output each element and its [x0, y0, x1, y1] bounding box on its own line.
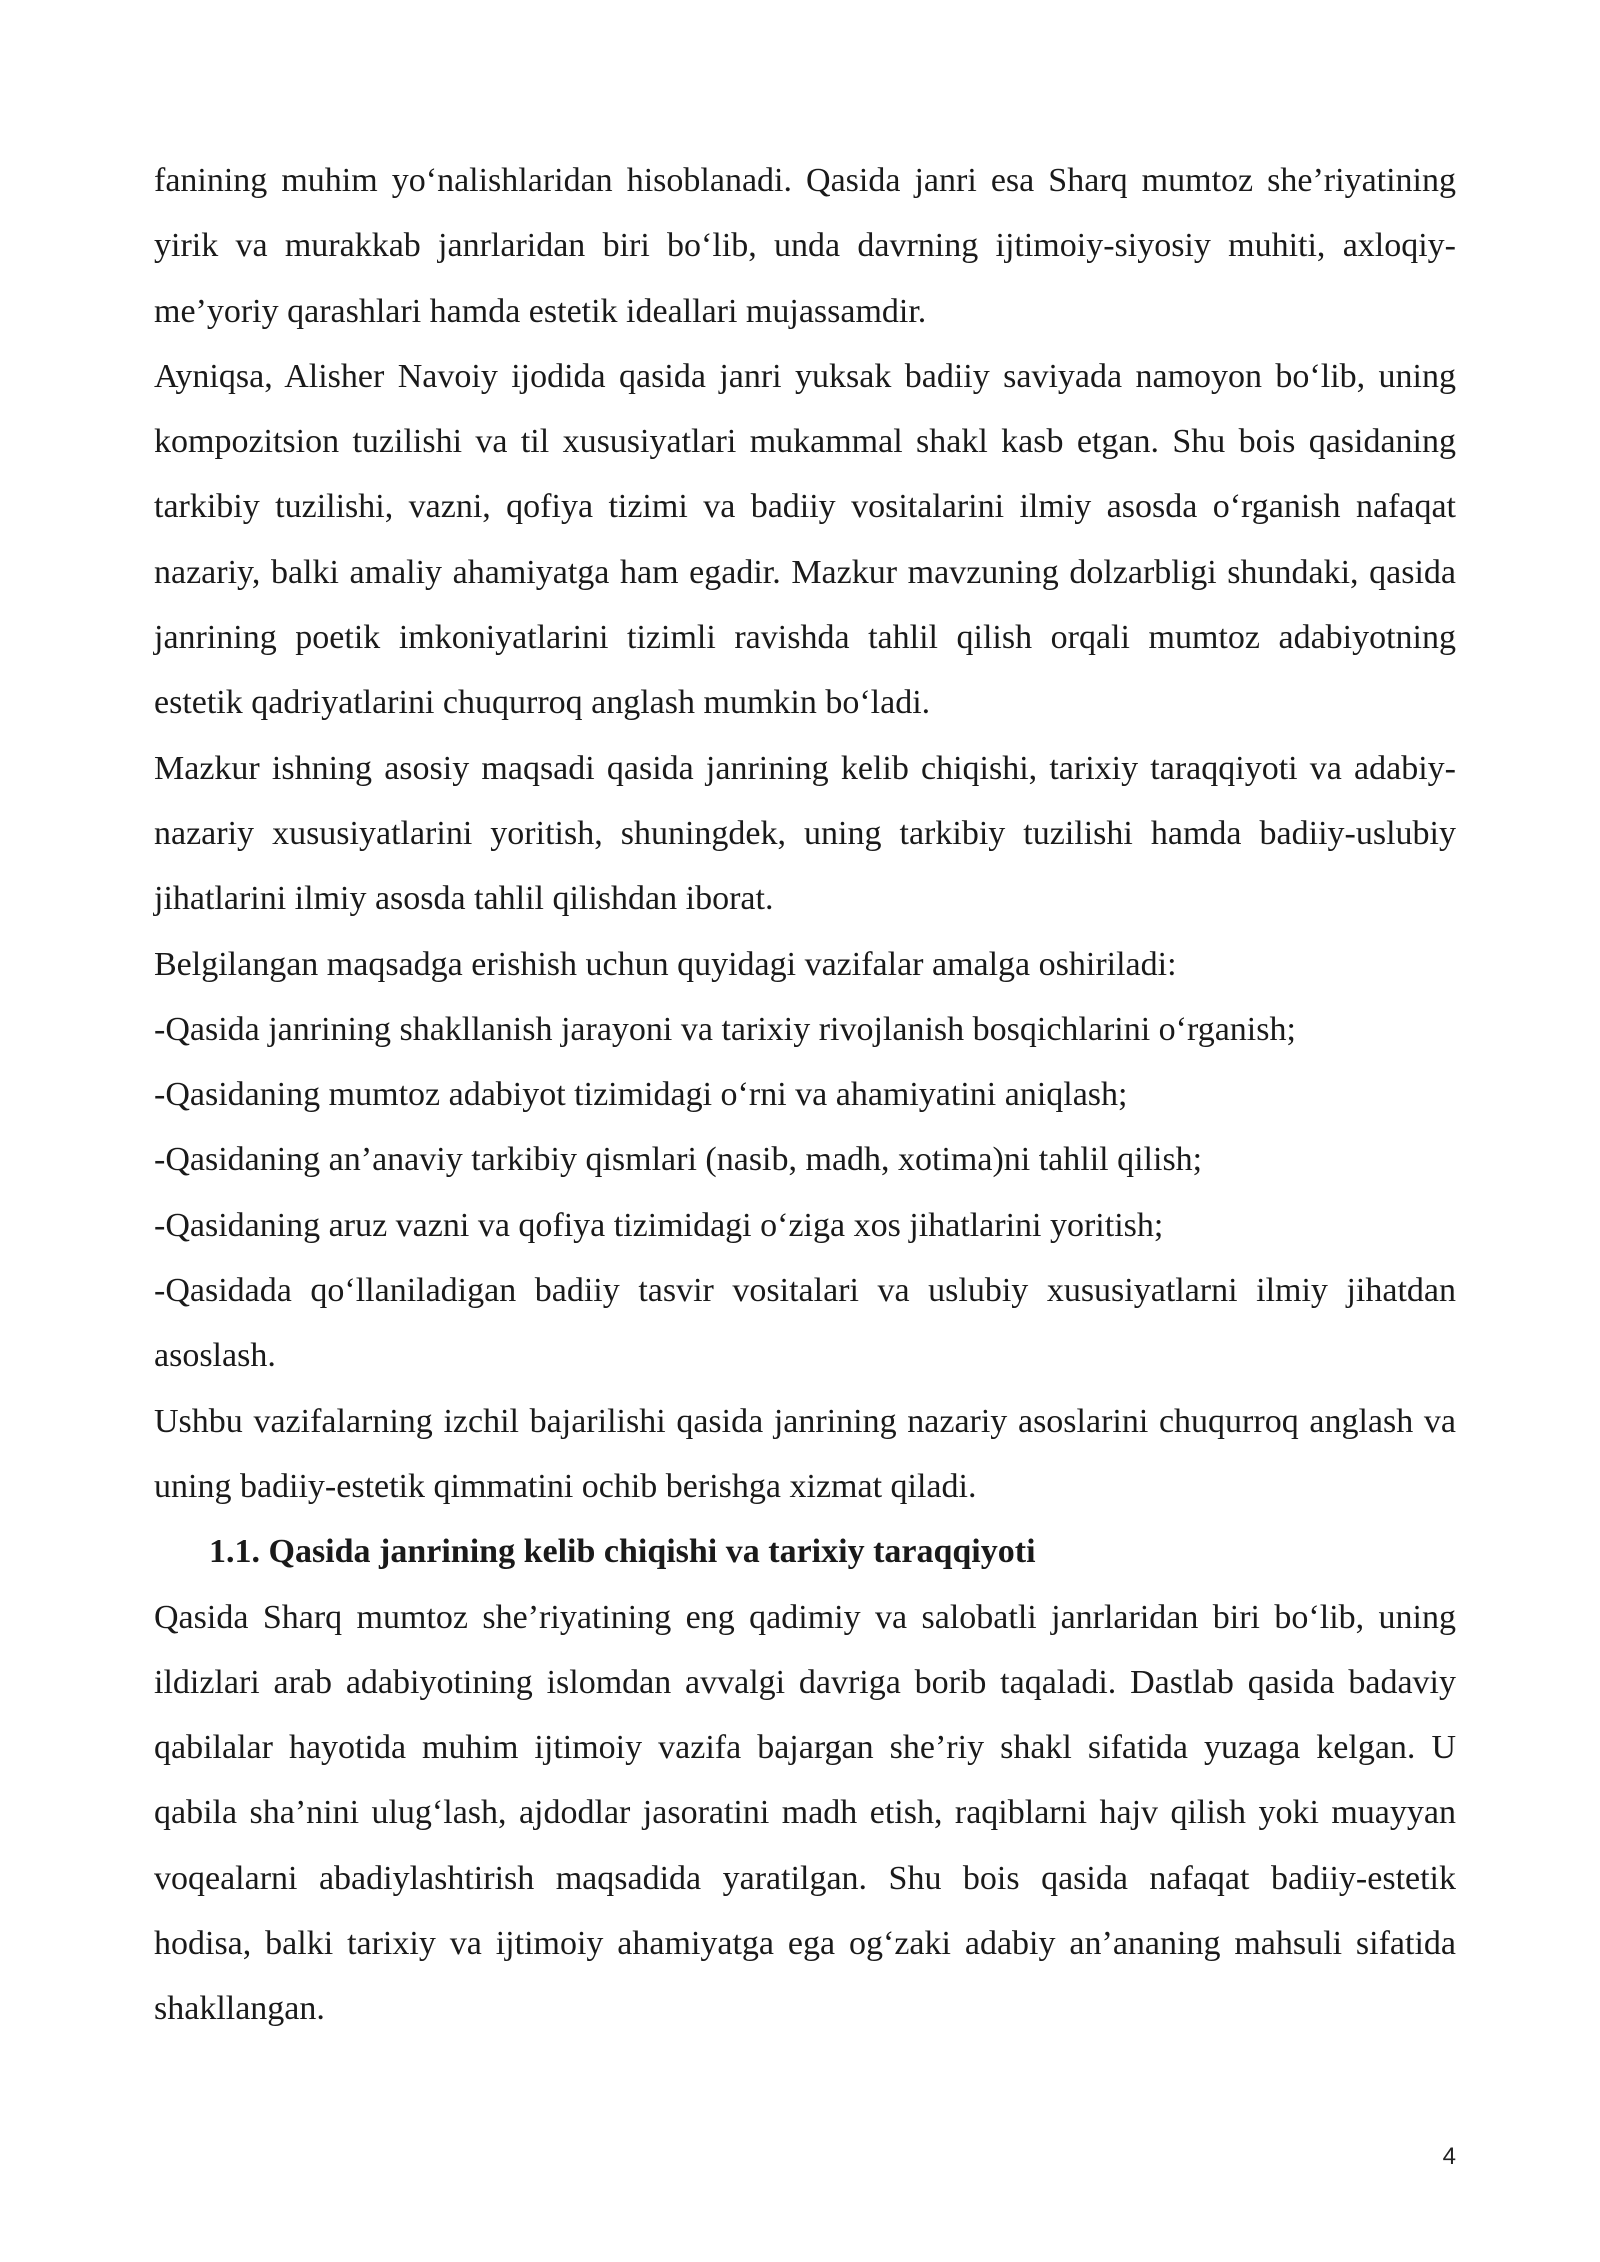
task-item: -Qasidaning aruz vazni va qofiya tizimidagi o‘ziga xos jihatlarini yoritish;	[154, 1206, 1164, 1244]
page-body	[154, 148, 1456, 2042]
task-item: -Qasida janrining shakllanish jarayoni va tarixiy rivojlanish bosqichlarini o‘rganish;	[154, 1010, 1296, 1048]
section-heading: 1.1. Qasida janrining kelib chiqishi va tarixiy taraqqiyoti	[209, 1533, 1036, 1571]
task-item: -Qasidaning mumtoz adabiyot tizimidagi o‘rni va ahamiyatini aniqlash;	[154, 1076, 1128, 1114]
paragraph-continuation: fanining muhim yo‘nalishlaridan hisoblanadi. Qasida janri esa Sharq mumtoz she’riyatining yirik va murakkab janrlaridan biri bo‘lib, unda davrning ijtimoiy-siyosiy muhiti, axloqiy-me’yoriy qarashlari hamda estetik ideallari mujassamdir.	[154, 162, 1456, 330]
task-item: -Qasidaning an’anaviy tarkibiy qismlari (nasib, madh, xotima)ni tahlil qilish;	[154, 1141, 1203, 1179]
section-paragraph: Qasida Sharq mumtoz she’riyatining eng qadimiy va salobatli janrlaridan biri bo‘lib, uning ildizlari arab adabiyotining islomdan avvalgi davriga borib taqaladi. Dastlab qasida badaviy qabilalar hayotida muhim ijtimoiy vazifa bajargan she’riy shakl sifatida yuzaga kelgan. U qabila sha’nini ulug‘lash, ajdodlar jasoratini madh etish, raqiblarni hajv qilish yoki muayyan voqealarni abadiylashtirish maqsadida yaratilgan. Shu bois qasida nafaqat badiiy-estetik hodisa, balki tarixiy va ijtimoiy ahamiyatga ega og‘zaki adabiy an’ananing mahsuli sifatida shakllangan.	[154, 1598, 1456, 2028]
paragraph-conclusion: Ushbu vazifalarning izchil bajarilishi qasida janrining nazariy asoslarini chuqurroq anglash va uning badiiy-estetik qimmatini ochib berishga xizmat qiladi.	[154, 1402, 1456, 1505]
task-item: -Qasidada qo‘llaniladigan badiiy tasvir vositalari va uslubiy xususiyatlarni ilmiy jihatdan asoslash.	[154, 1272, 1456, 1375]
paragraph-goal: Mazkur ishning asosiy maqsadi qasida janrining kelib chiqishi, tarixiy taraqqiyoti va adabiy-nazariy xususiyatlarini yoritish, shuningdek, uning tarkibiy tuzilishi hamda badiiy-uslubiy jihatlarini ilmiy asosda tahlil qilishdan iborat.	[154, 749, 1456, 918]
page-number: 4	[1442, 2143, 1456, 2170]
paragraph-navoiy: Ayniqsa, Alisher Navoiy ijodida qasida janri yuksak badiiy saviyada namoyon bo‘lib, uning kompozitsion tuzilishi va til xususiyatlari mukammal shakl kasb etgan. Shu bois qasidaning tarkibiy tuzilishi, vazni, qofiya tizimi va badiiy vositalarini ilmiy asosda o‘rganish nafaqat nazariy, balki amaliy ahamiyatga ham egadir. Mazkur mavzuning dolzarbligi shundaki, qasida janrining poetik imkoniyatlarini tizimli ravishda tahlil qilish orqali mumtoz adabiyotning estetik qadriyatlarini chuqurroq anglash mumkin bo‘ladi.	[154, 357, 1456, 722]
paragraph-tasks-intro: Belgilangan maqsadga erishish uchun quyidagi vazifalar amalga oshiriladi:	[154, 945, 1177, 983]
